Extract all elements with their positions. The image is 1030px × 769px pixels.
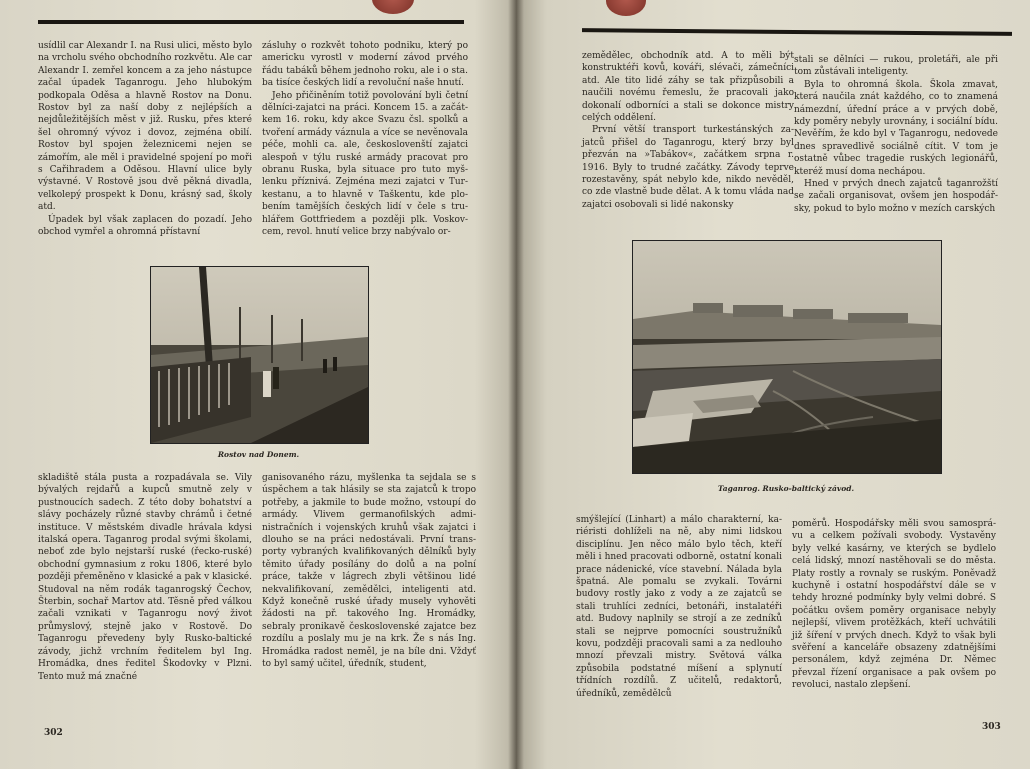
page-number: 302 [44,728,63,738]
paragraph: Úpadek byl však zaplacen do pozadí. Jeho obchod vymřel a ohromná přístavní [38,214,252,238]
left-page-column-bottom-right [262,472,476,671]
paragraph: Hned v prvých dnech zajatců taganrožští se začali organisovat, ovšem jen hospodářsky, pokud to bylo možno v mezích carských [794,179,998,214]
left-page-column-top-left [38,40,252,239]
paragraph: ganisovaného rázu, myšlenka ta sejdala se s úspěchem a tak hlásily se sta zajatců k tropo potřeby, a jakmile to bude možno, vstoupí do armády. Vlivem germanofilských administračních i vojenských kruhů však zajatci i dlouho se na práci nedostávali. První transporty vybraných kvalifikovaných dělníků byly těmito úřady posílány do dolů a na polní práce, takže v lágrech zbyli většinou lidé nekvalifikovaní, zemědělci, inteligenti atd. Když konečně ruské úřady musely vyhověti žádosti na př. takového Ing. Hromádky, sebraly pronikavě československé zajatce bez rozdílu a poslaly mu je na krk. Že s nás Ing. Hromádka radost neměl, je na bíle dni. Vždyť to byl samý učitel, úředník, student, [262,473,476,670]
paragraph: stali se dělníci — rukou, proletáři, ale při tom zůstávali inteligenty. [794,55,998,78]
right-page-column-bottom-right [792,518,996,692]
left-page-column-bottom-left [38,472,252,683]
paragraph: skladiště stála pusta a rozpadávala se. Vily bývalých rejdařů a kupců smutně zely v pustnoucích sadech. Z této doby bohatství a slávy pocházely různé stavby chrámů i četné instituce. V městském divadle hrávala kdysi italská opera. Taganrog prodal svými školami, neboť zde bylo nejstarší ruské (řecko-ruské) obchodní gymnasium z roku 1806, které bylo později přeměněno v klasické a pak v klasické. Studoval na něm rodák taganrogský Čechov, Šterbin, sochař Martov atd. Těsně před válkou začali vznikati v Taganrogu nový život průmyslový, stejně jako v Rostově. Do Taganrogu převedeny byly Rusko-baltické závody, jichž vrchním ředitelem byl Ing. Hromádka, dnes ředitel Škodovky v Plzni. Tento muž má značné [38,473,252,682]
photo-caption: Taganrog. Rusko-baltický závod. [717,484,855,493]
top-rule [582,28,1012,36]
left-page-column-top-right [262,40,468,239]
photo-caption: Rostov nad Donem. [217,450,300,459]
right-page-column-top-right [794,54,998,215]
right-page-column-top-left [582,50,794,211]
paragraph: První větší transport turkestánských zajatců přišel do Taganrogu, který brzy byl přezván na »Tabákov«, začátkem srpna r. 1916. Byly to trudné začátky. Závody teprve rozestavěny, spát nebylo kde, nikdo nevěděl, co zde vlastně bude dělat. A k tomu vláda nad zajatci osobovali si lidé nakonsky [582,125,794,210]
top-rule [38,20,464,24]
paragraph: Jeho přičiněním totiž povolování byli četní dělníci-zajatci na práci. Koncem 15. a začátkem 16. roku, kdy akce Svazu čsl. spolků a tvoření armády váznula a více se nevěnovala péče, mohli ca. ale, českoslovenští zajatci alespoň v týlu ruské armády pracovat pro obranu Ruska, byla situace pro tuto myšlenku příznivá. Zejména mezi zajatci v Turkestanu, a to hlavně v Taškentu, kde plobením tamějších českých lidí v čele s truhlářem Gottfriedem a později plk. Voskovcem, revol. hnutí velice brzy nabývalo or- [262,90,468,238]
right-page [516,0,1030,769]
paragraph: Byla to ohromná škola. Škola zmavat, která naučila znát každého, co to znamená námezdní, úřední práce a v prvých době, kdy poměry nebyly urovnány, i sociální bídu. Nevěřím, že kdo byl v Taganrogu, nedovede dnes spravedlivě sociálně cítit. V tom je ostatně vůbec tragedie ruských legionářů, kteréž musí doma nechápou. [794,79,998,177]
paragraph: usídlil car Alexandr I. na Rusi ulici, město bylo na vrcholu svého obchodního rozkvětu. Ale car Alexandr I. zemřel koncem a za jeho nástupce začal úpadek Taganrogu. Jeho hlubokým podkopala Oděsa a hlavně Rostov na Donu. Rostov byl za naší doby z nejlépších a nejdůležitějších měst v již. Rusku, přes které šel ohromný vývoz i dovoz, zejména obilí. Rostov byl spojen železnicemi nejen se zámořím, ale měl i pravidelné spojení po moři s Cařihradem a Oděsou. Hlavní ulice byly výstavné. V Rostově jsou dvě pěkná divadla, velkolepý prospekt k Donu, krásný sad, školy atd. [38,41,252,213]
paragraph: smýšlející (Linhart) a málo charakterní, kariéristi dohlíželi na ně, aby nimi lidskou disciplínu. Jen něco málo bylo těch, kteří měli i hned pracovati odborně, ostatní konali prace nádenické, více stavební. Nálada byla špatná. Ale pomalu se zvykali. Továrni budovy rostly jako z vody a ze zajatců se stali truhlíci zedníci, betonáři, instalatéři atd. Budovy naplnily se strojí a ze zedníků stali se nejprve pomocníci soustružníků kovu, podzději pracovali sami a za nedlouho mnozí převzali mistry. Světová válka způsobila podstatné míšení a splynutí třídních rozdílů. Z učitelů, redaktorů, úředníků, zemědělců [576,515,782,699]
photo-rostov [150,266,369,444]
photo-taganrog [632,240,942,474]
page-number: 303 [982,722,1001,732]
book-gutter [508,0,524,769]
right-page-column-bottom-left [576,514,782,700]
paragraph: poměrů. Hospodářsky měli svou samosprávu a celkem požívali svobody. Vystavěny byly velké kasárny, ve kterých se bydlelo celá lidský, mnozí nastěhovali se do města. Platy rostly a rovnaly se ruským. Poněvadž kuchyně i ostatní hospodářství dále se v tehdy hrozné podmínky byly velmi dobré. S počátku ovšem poměry organisace nebyly nejlepší, vlivem protěžkách, kteří uchvátili již šíření v prvých dnech. Když to však byli svěření a kanceláře obsazeny zdatnějšími personálem, když zejména Dr. Němec převzal řízení organisace a pak ovšem po revoluci, nastalo zlepšení. [792,519,996,691]
paragraph: zemědělec, obchodník atd. A to měli být konstruktéři kovů, kováři, slévači, zámečníci atd. Ale tito lidé záhy se tak přizpůsobili a naučili novému řemeslu, že pracovali jako dokonalí odborníci a stali se dokonce mistry celých oddělení. [582,51,794,124]
paragraph: zásluhy o rozkvět tohoto podniku, který po americku vyrostl v moderní závod prvého řádu tabáků během jednoho roku, ale i o sta. ba tisíce českých lidí a revoluční naše hnutí. [262,41,468,89]
